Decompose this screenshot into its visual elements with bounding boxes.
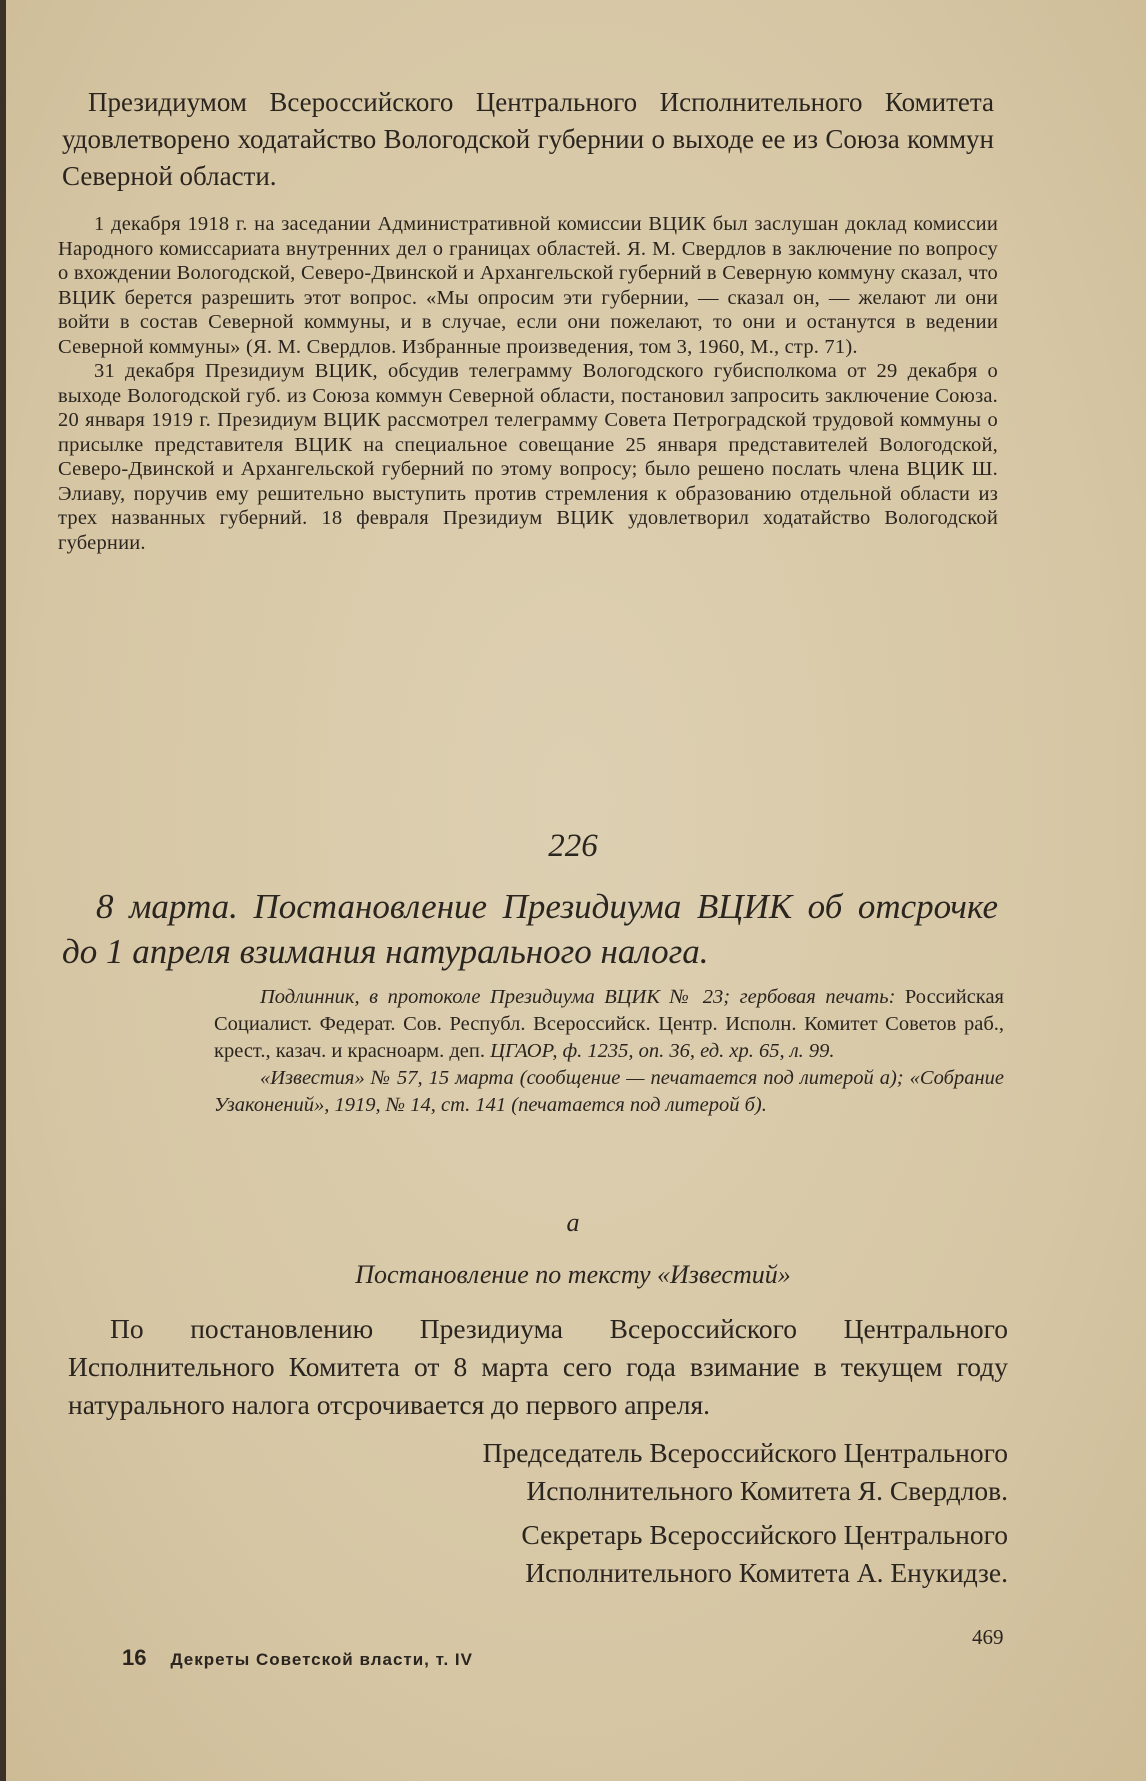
- book-spine-edge: [0, 0, 6, 1781]
- source-note-archive: [214, 984, 1004, 1065]
- source-archive-ref: ЦГАОР, ф. 1235, оп. 36, ед. хр. 65, л. 99.: [490, 1040, 835, 1062]
- source-seal-text: Российская Социалист. Федерат. Сов. Республ. Всероссийск. Центр. Исполн. Комитет Советов раб., крест., казач. и красноарм. деп.: [214, 986, 1004, 1062]
- signature-chairman: [483, 1434, 1008, 1510]
- book-title: Декреты Советской власти, т. IV: [170, 1650, 473, 1669]
- signature-secretary-line1: Секретарь Всероссийского Центрального: [521, 1519, 1008, 1550]
- signature-chairman-line2: Исполнительного Комитета Я. Свердлов.: [526, 1475, 1008, 1506]
- signature-chairman-line1: Председатель Всероссийского Центрального: [482, 1437, 1008, 1468]
- decree-body: По постановлению Президиума Всероссийского Центрального Исполнительного Комитета от 8 марта сего года взимание в текущем году натурального налога отсрочивается до первого апреля.: [68, 1313, 1008, 1420]
- source-note-publications: «Известия» № 57, 15 марта (сообщение — печатается под литерой а); «Собрание Узаконений», 1919, № 14, ст. 141 (печатается под литерой б).: [214, 1067, 1004, 1116]
- editorial-note: [58, 212, 998, 555]
- signature-secretary-line2: Исполнительного Комитета А. Енукидзе.: [525, 1557, 1008, 1588]
- lead-paragraph: Президиумом Всероссийского Центрального Исполнительного Комитета удовлетворено ходатайство Вологодской губернии о выходе ее из Союза коммун Северной области.: [62, 87, 994, 191]
- note-paragraph-2: 31 декабря Президиум ВЦИК, обсудив телеграмму Вологодского губисполкома от 29 декабря о выходе Вологодской губ. из Союза коммун Северной области, постановил запросить заключение Союза. 20 января 1919 г. Президиум ВЦИК рассмотрел телеграмму Совета Петроградской трудовой коммуны о присылке представителя ВЦИК на специальное совещание 25 января представителей Вологодской, Северо-Двинской и Архангельской губерний по этому вопросу; было решено послать члена ВЦИК Ш. Элиаву, поручив ему решительно выступить против стремления к образованию отдельной области из трех названных губерний. 18 февраля Президиум ВЦИК удовлетворил ходатайство Вологодской губернии.: [58, 360, 998, 554]
- footer-signature-mark: [122, 1645, 473, 1671]
- page-number: 469: [972, 1625, 1004, 1649]
- source-archive-label: Подлинник, в протоколе Президиума ВЦИК № 23; гербовая печать:: [260, 986, 896, 1008]
- variant-letter: а: [566, 1208, 580, 1237]
- document-title: 8 марта. Постановление Президиума ВЦИК об отсрочке до 1 апреля взимания натурального налога.: [62, 887, 998, 971]
- source-note: [214, 984, 1004, 1119]
- note-paragraph-1: 1 декабря 1918 г. на заседании Административной комиссии ВЦИК был заслушан доклад комиссии Народного комиссариата внутренних дел о границах областей. Я. М. Свердлов в заключение по вопросу о вхождении Вологодской, Северо-Двинской и Архангельской губерний в Северную коммуну сказал, что ВЦИК берется разрешить этот вопрос. «Мы опросим эти губернии, — сказал он, — желают ли они войти в состав Северной коммуны, и в случае, если они пожелают, то они и останутся в ведении Северной коммуны» (Я. М. Свердлов. Избранные произведения, том 3, 1960, М., стр. 71).: [58, 213, 998, 358]
- signature-secretary: [521, 1516, 1008, 1592]
- variant-subtitle: Постановление по тексту «Известий»: [355, 1260, 791, 1289]
- signature-number: 16: [122, 1645, 147, 1670]
- document-number: 226: [548, 828, 598, 864]
